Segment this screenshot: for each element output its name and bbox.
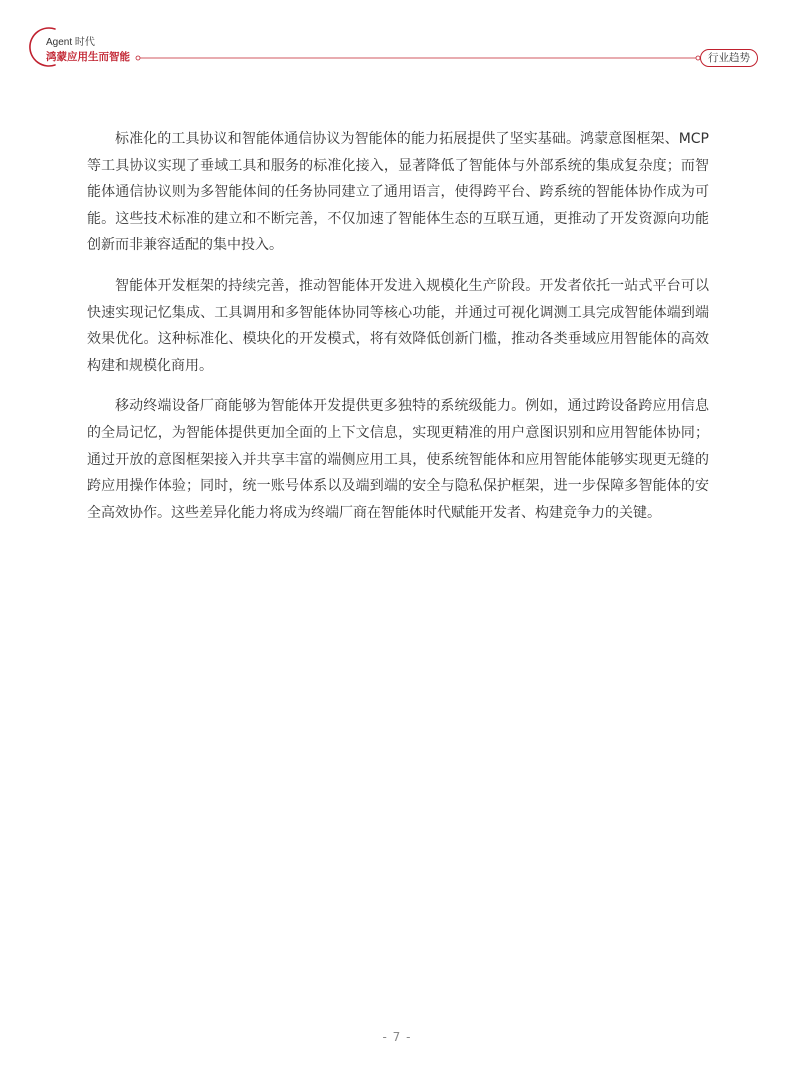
paragraph: 标准化的工具协议和智能体通信协议为智能体的能力拓展提供了坚实基础。鸿蒙意图框架、MCP 等工具协议实现了垂域工具和服务的标准化接入，显著降低了智能体与外部系统的集成复杂度；而智能体通信协议则为多智能体间的任务协同建立了通用语言，使得跨平台、跨系统的智能体协作成为可能。这些技术标准的建立和不断完善，不仅加速了智能体生态的互联互通，更推动了开发资源向功能创新而非兼容适配的集中投入。 xyxy=(87,131,709,254)
page-number: - 7 - xyxy=(382,1030,412,1044)
brand-title: 鸿蒙应用生而智能 xyxy=(46,51,130,63)
paragraph: 智能体开发框架的持续完善，推动智能体开发进入规模化生产阶段。开发者依托一站式平台可以快速实现记忆集成、工具调用和多智能体协同等核心功能，并通过可视化调测工具完成智能体端到端效果优化。这种标准化、模块化的开发模式，将有效降低创新门槛，推动各类垂域应用智能体的高效构建和规模化商用。 xyxy=(87,277,709,374)
paragraph: 移动终端设备厂商能够为智能体开发提供更多独特的系统级能力。例如，通过跨设备跨应用信息的全局记忆，为智能体提供更加全面的上下文信息，实现更精准的用户意图识别和应用智能体协同；通过开放的意图框架接入并共享丰富的端侧应用工具，使系统智能体和应用智能体能够实现更无缝的跨应用操作体验；同时，统一账号体系以及端到端的安全与隐私保护框架，进一步保障多智能体的安全高效协作。这些差异化能力将成为终端厂商在智能体时代赋能开发者、构建竞争力的关键。 xyxy=(87,398,709,521)
brand-subtitle: Agent 时代 xyxy=(46,37,95,48)
section-tag: 行业趋势 xyxy=(700,49,758,67)
header-divider xyxy=(0,0,794,80)
body-text xyxy=(87,126,709,540)
page-header xyxy=(0,0,794,80)
